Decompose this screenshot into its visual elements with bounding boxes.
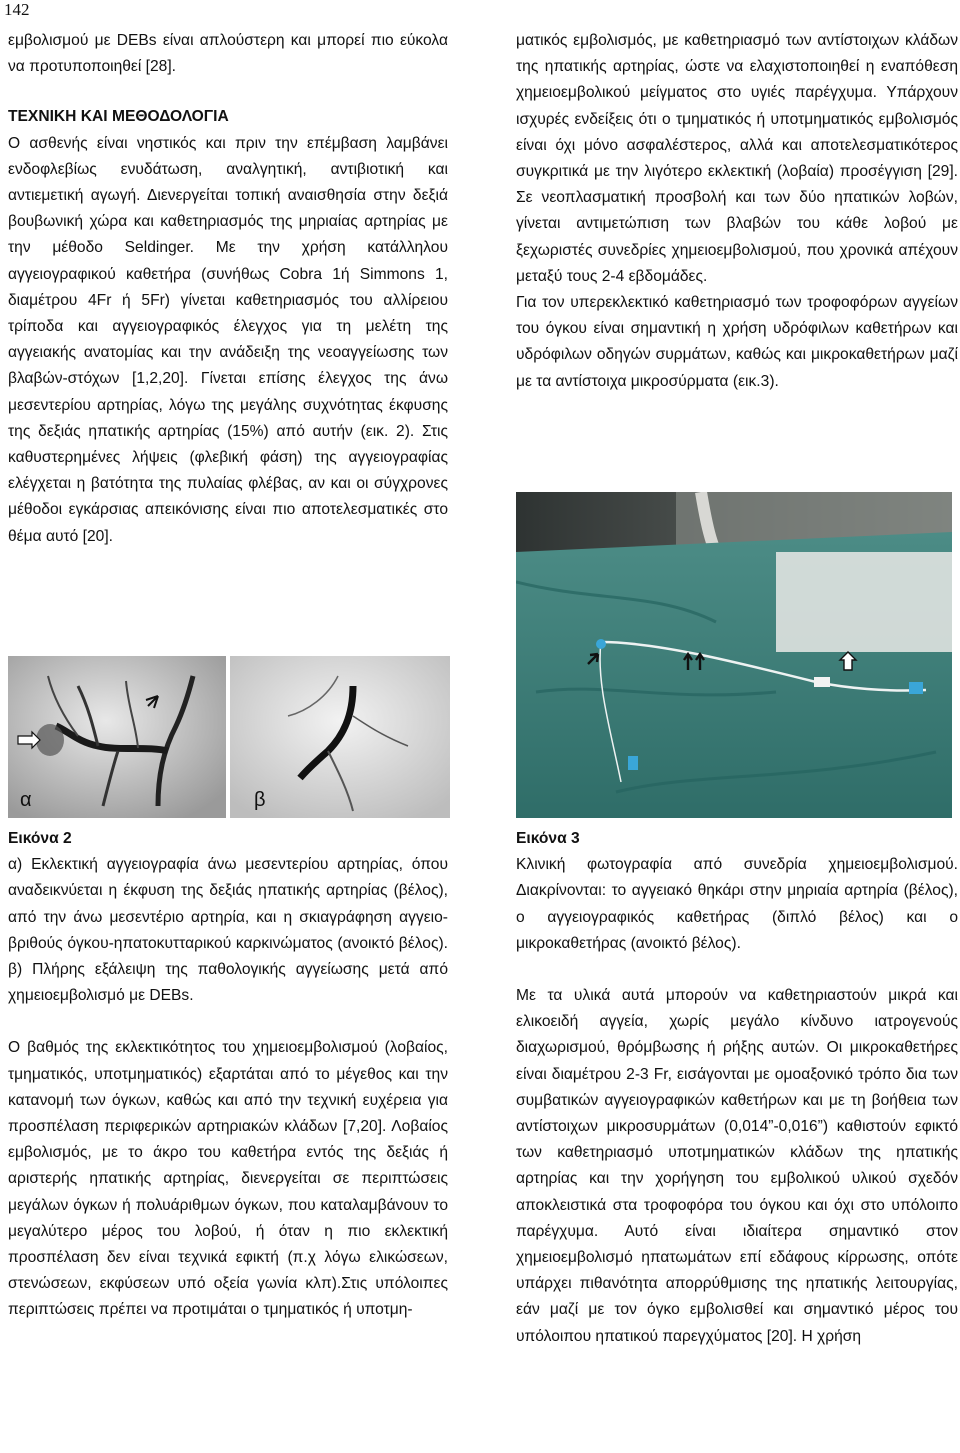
angiography-panels — [8, 656, 450, 818]
methods-paragraph: Ο ασθενής είναι νηστικός και πριν την επέμβαση λαμβάνει ενδοφλεβίως ενυδάτωση, αναλγητική, αντιβιοτική και αντιεμετική αγωγή. Διενεργείται τοπική αναισθησία στην δεξιά βουβωνική χώρα και καθετηριασμός της μηριαίας αρτηρίας με την μέθοδο Seldinger. Με την χρήση κατάλληλου αγγειογραφικού καθετήρα (συνήθως Cobra 1ή Simmons 1, διαμέτρου 4Fr ή 5Fr) γίνεται καθετηριασμός του αλλίρειου τρίποδα και αγγειογραφικός έλεγχος για τη μελέτη της αγγειακής ανατομίας και την ανάδειξη της νεοαγγείωσης των βλαβών-στόχων [1,2,20]. Γίνεται επίσης έλεγχος της άνω μεσεντερίου αρτηρίας, λόγω της μεγάλης συχνότητας έκφυσης της δεξιάς ηπατικής αρτηρίας (15%) από αυτήν (εικ. 2). Στις καθυστερημένες λήψεις (φλεβική φάση) της αγγειογραφίας ελέγχεται η βατότητα της πυλαίας φλέβας, αν και οι σύγχρονες μέθοδοι εγκάρσιας απεικόνισης είναι πιο αποτελεσματικές στο θέμα αυτό [20]. — [8, 134, 448, 545]
figure-2-angiography — [8, 656, 450, 818]
selectivity-paragraph: ματικός εμβολισμός, με καθετηριασμό των αντίστοιχων κλάδων της ηπατικής αρτηρίας, ώστε να ελαχιστοποιηθεί η εναπόθεση χημειοεμβολικού μείγματος στο υγιές παρέγχυμα. Υπάρχουν ισχυρές ενδείξεις ότι ο τμηματικός ή υποτμηματικός εμβολισμός είναι όχι μόνο ασφαλέστερος, αλλά και αποτελεσματικότερος συγκριτικά με την λιγότερο εκλεκτική (λοβαία) προσέγγιση [29]. Σε νεοπλασματική προσβολή και των δύο ηπατικών λοβών, γίνεται αντιμετώπιση των βλαβών του κάθε λοβού με ξεχωριστές συνεδρίες χημειοεμβολισμού, που χρονικά απέχουν μεταξύ τους 2-4 εβδομάδες. — [516, 32, 958, 285]
sheath-hub — [596, 639, 606, 649]
page-number: 142 — [4, 0, 30, 19]
selectivity-degree-paragraph: Ο βαθμός της εκλεκτικότητος του χημειοεμβολισμού (λοβαίος, τμηματικός, υποτμηματικός) εξαρτάται από το μέγεθος και την κατανομή των όγκων, καθώς και από την τεχνική ευχέρεια για προσπέλαση περιφερικών αρτηριακών κλάδων [7,20]. Λοβαίος εμβολισμός, με το άκρο του καθετήρα εντός της δεξιάς ή αριστερής ηπατικής αρτηρίας, διενεργείται σε περιπτώσεις μεγάλων όγκων ή πολυάριθμων όγκων, που καταλαμβάνουν το μεγαλύτερο μέρος του λοβού, ή όταν η πιο εκλεκτική προσπέλαση δεν είναι τεχνικά εφικτή (π.χ λόγω ελικώσεων, στενώσεων, εκφύσεων υπό οξεία γωνία κλπ).Στις υπόλοιπες περιπτώσεις πρέπει να προτιμάται ο τμηματικός ή υποτμη- — [8, 1039, 448, 1319]
figure-3-caption-title: Εικόνα 3 — [516, 830, 580, 847]
figure-2-caption-title: Εικόνα 2 — [8, 830, 72, 847]
figure-3-clinical-photo — [516, 492, 952, 818]
clinical-photo — [516, 492, 952, 818]
section-heading: ΤΕΧΝΙΚΗ ΚΑΙ ΜΕΘΟΔΟΛΟΓΙΑ — [8, 108, 229, 126]
right-column-bottom — [516, 826, 958, 1350]
figure-3-caption-text: Κλινική φωτογραφία από συνεδρία χημειοεμβολισμού. Διακρίνονται: το αγγειακό θηκάρι στην μηριαία αρτηρία (βέλος), ο αγγειογραφικός καθετήρας (διπλό βέλος) και ο μικροκαθετήρας (ανοικτό βέλος). — [516, 856, 958, 952]
panel-label-a: α — [20, 789, 32, 811]
left-column-bottom — [8, 826, 448, 1324]
right-column-top — [516, 28, 958, 395]
figure-2-caption-text: α) Εκλεκτική αγγειογραφία άνω μεσεντερίου αρτηρίας, όπου αναδεικνύεται η έκφυση της δεξιάς ηπατικής αρτηρίας (βέλος), από την άνω μεσεντέριο αρτηρία, και η σκιαγράφηση αγγειοβριθούς όγκου-ηπατοκυτταρικού καρκινώματος (ανοικτό βέλος). β) Πλήρης εξάλειψη της παθολογικής αγγείωσης μετά από χημειοεμβολισμό με DEBs. — [8, 856, 448, 1005]
sheath-valve — [628, 756, 638, 770]
left-column-top — [8, 28, 448, 550]
materials-paragraph: Με τα υλικά αυτά μπορούν να καθετηριαστούν μικρά και ελικοειδή αγγεία, χωρίς μεγάλο κίνδυνο ιατρογενούς διαχωρισμού, θρόμβωσης ή ρήξης αυτών. Οι μικροκαθετήρες είναι διαμέτρου 2-3 Fr, εισάγονται με ομοαξονικό τρόπο δια των συμβατικών αγγειογραφικών καθετήρων και με τη βοήθεια των αντίστοιχων μικροσυρμάτων (0,014”-0,016”) καθιστούν εφικτό των καθετηριασμό υποτμηματικών κλάδων της ηπατικής αρτηρίας και την χορήγηση του εμβολικού υλικού σχεδόν αποκλειστικά στα τροφοφόρα του όγκου και όχι στο υπόλοιπο παρέγχυμα. Αυτό είναι ιδιαίτερα σημαντικό στον χημειοεμβολισμό ηπατωμάτων επί εδάφους κίρρωσης, οπότε υπάρχει πιθανότητα απορρύθμισης της ηπατικής λειτουργίας, εάν μαζί με τον όγκο εμβολισθεί και σημαντικό μέρος του υπόλοιπου ηπατικού παρεγχύματος [20]. Η χρήση — [516, 987, 958, 1345]
intro-paragraph: εμβολισμού με DEBs είναι απλούστερη και μπορεί πιο εύκολα να προτυποποιηθεί [28]. — [8, 32, 448, 76]
microcatheter-paragraph: Για τον υπερεκλεκτικό καθετηριασμό των τροφοφόρων αγγείων του όγκου είναι σημαντική η χρήση υδρόφιλων καθετήρων και υδρόφιλων οδηγών συρμάτων, καθώς και μικροκαθετήρων μαζί με τα αντίστοιχα μικροσύρματα (εικ.3). — [516, 294, 958, 390]
catheter-hub — [814, 677, 830, 687]
microcatheter-hub — [909, 682, 923, 694]
panel-label-b: β — [254, 789, 266, 811]
